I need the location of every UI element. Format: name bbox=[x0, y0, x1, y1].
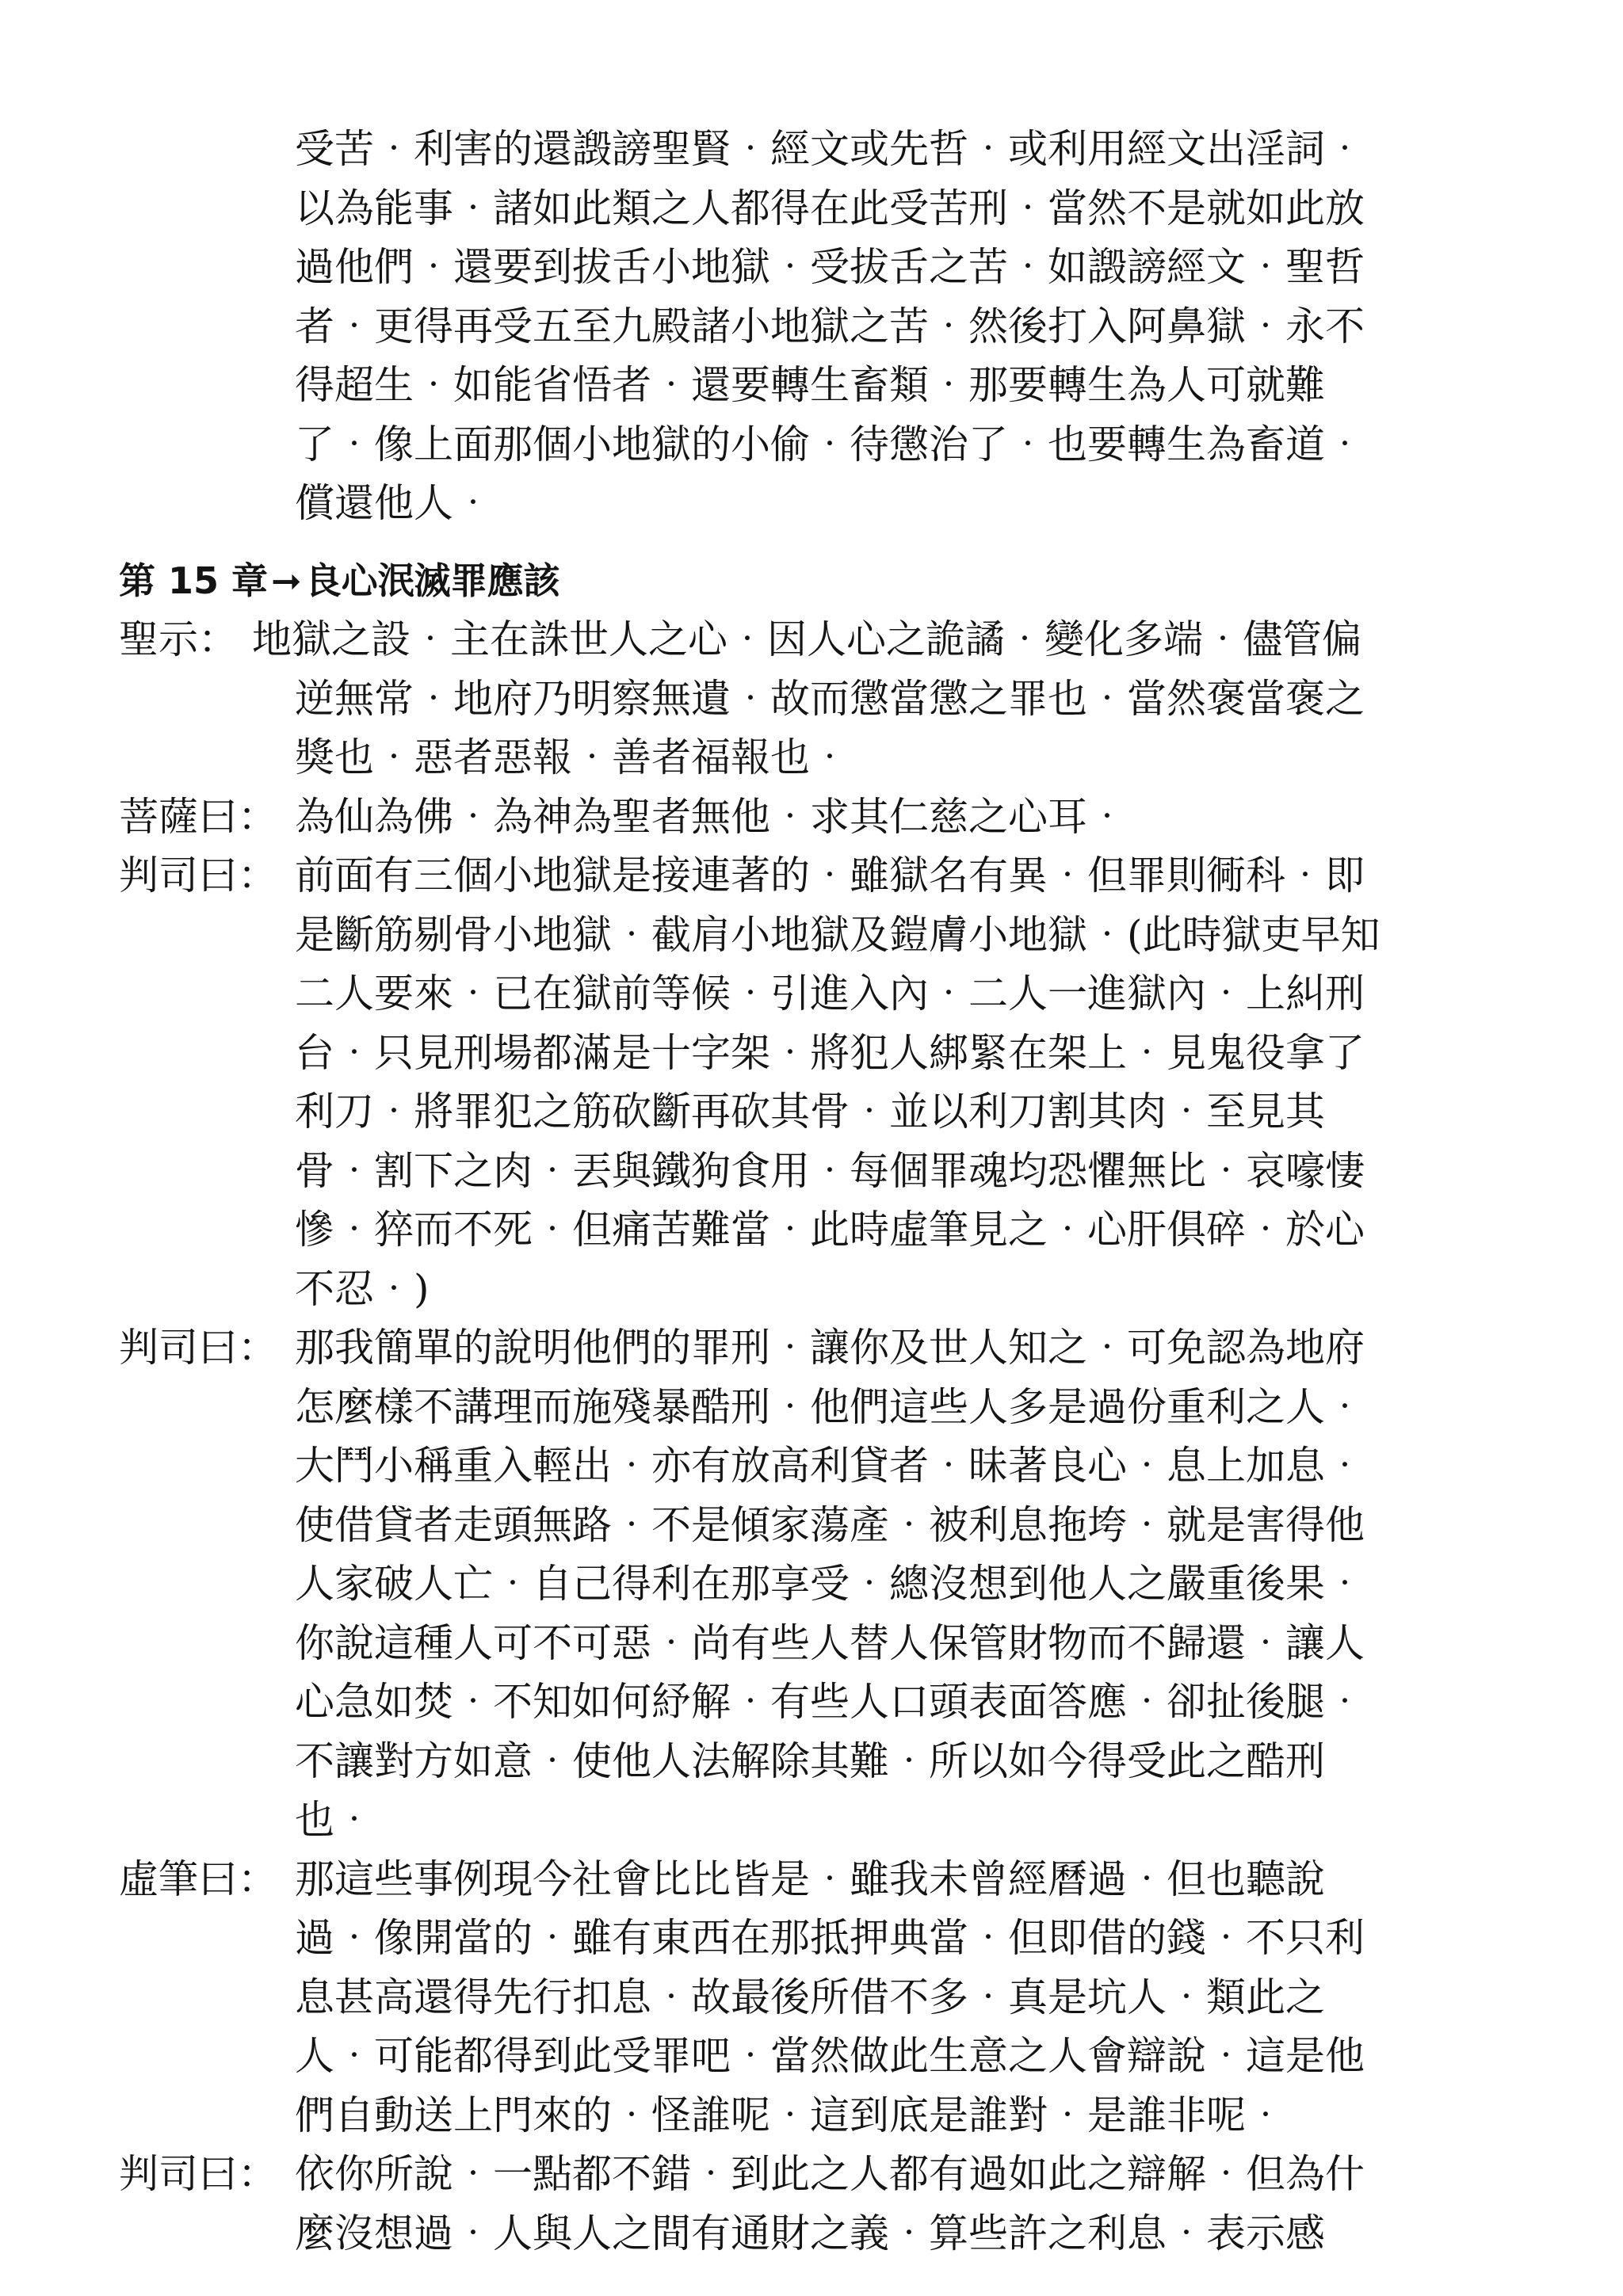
text-line: 也‧ bbox=[295, 1797, 374, 1843]
text-line: 慘‧猝而不死‧但痛苦難當‧此時虛筆見之‧心肝俱碎‧於心 bbox=[295, 1207, 1365, 1253]
text-line: 們自動送上門來的‧怪誰呢‧這到底是誰對‧是誰非呢‧ bbox=[295, 2092, 1285, 2138]
text-line: 了‧像上面那個小地獄的小偷‧待懲治了‧也要轉生為畜道‧ bbox=[295, 421, 1365, 467]
speaker-label: 虛筆曰： bbox=[119, 1856, 277, 1902]
text-line: 不忍‧) bbox=[295, 1266, 430, 1312]
text-line: 二人要來‧已在獄前等候‧引進入內‧二人一進獄內‧上糾刑 bbox=[295, 971, 1365, 1016]
text-line: 使借貸者走頭無路‧不是傾家蕩產‧被利息拖垮‧就是害得他 bbox=[295, 1502, 1365, 1548]
text-line: 利刀‧將罪犯之筋砍斷再砍其骨‧並以利刀割其肉‧至見其 bbox=[295, 1089, 1325, 1135]
text-line: 依你所說‧一點都不錯‧到此之人都有過如此之辯解‧但為什 bbox=[295, 2151, 1365, 2197]
text-line: 麼沒想過‧人與人之間有通財之義‧算些許之利息‧表示感 bbox=[295, 2210, 1325, 2256]
chapter-number: 第 15 章 bbox=[119, 559, 269, 602]
text-line: 人家破人亡‧自己得利在那享受‧總沒想到他人之嚴重後果‧ bbox=[295, 1561, 1365, 1607]
text-line: 你說這種人可不可惡‧尚有些人替人保管財物而不歸還‧讓人 bbox=[295, 1620, 1365, 1666]
text-line: 償還他人‧ bbox=[295, 480, 493, 526]
speaker-label: 判司曰： bbox=[119, 1325, 277, 1371]
text-line: 息甚高還得先行扣息‧故最後所借不多‧真是坑人‧類此之 bbox=[295, 1974, 1325, 2020]
speaker-label: 菩薩曰： bbox=[119, 794, 277, 840]
text-line: 得超生‧如能省悟者‧還要轉生畜類‧那要轉生為人可就難 bbox=[295, 362, 1325, 408]
text-line: 地獄之設‧主在誅世人之心‧因人心之詭譎‧變化多端‧儘管偏 bbox=[252, 616, 1361, 662]
text-line: 台‧只見刑場都滿是十字架‧將犯人綁緊在架上‧見鬼役拿了 bbox=[295, 1030, 1365, 1076]
text-line: 那我簡單的說明他們的罪刑‧讓你及世人知之‧可免認為地府 bbox=[295, 1325, 1365, 1371]
text-line: 前面有三個小地獄是接連著的‧雖獄名有異‧但罪則衕科‧即 bbox=[295, 852, 1365, 898]
text-line: 怎麼樣不講理而施殘暴酷刑‧他們這些人多是過份重利之人‧ bbox=[295, 1384, 1365, 1430]
text-line: 大鬥小稱重入輕出‧亦有放高利貸者‧昧著良心‧息上加息‧ bbox=[295, 1443, 1365, 1489]
text-line: 那這些事例現今社會比比皆是‧雖我未曾經曆過‧但也聽說 bbox=[295, 1856, 1325, 1902]
text-line: 心急如焚‧不知如何紓解‧有些人口頭表面答應‧卻扯後腿‧ bbox=[295, 1679, 1365, 1725]
text-line: 過‧像開當的‧雖有東西在那抵押典當‧但即借的錢‧不只利 bbox=[295, 1915, 1365, 1961]
text-line: 為仙為佛‧為神為聖者無他‧求其仁慈之心耳‧ bbox=[295, 794, 1127, 840]
speaker-label: 判司曰： bbox=[119, 852, 277, 898]
text-line: 不讓對方如意‧使他人法解除其難‧所以如今得受此之酷刑 bbox=[295, 1738, 1325, 1784]
text-line: 骨‧割下之肉‧丟與鐵狗食用‧每個罪魂均恐懼無比‧哀嚎悽 bbox=[295, 1148, 1365, 1194]
chapter-title: 良心泯滅罪應該 bbox=[304, 559, 560, 602]
text-line: 人‧可能都得到此受罪吧‧當然做此生意之人會辯說‧這是他 bbox=[295, 2033, 1365, 2079]
speaker-label: 聖示： bbox=[119, 616, 238, 662]
text-line: 獎也‧惡者惡報‧善者福報也‧ bbox=[295, 734, 850, 780]
arrow-icon: ➞ bbox=[271, 559, 302, 602]
text-line: 以為能事‧諸如此類之人都得在此受苦刑‧當然不是就如此放 bbox=[295, 185, 1365, 231]
text-line: 者‧更得再受五至九殿諸小地獄之苦‧然後打入阿鼻獄‧永不 bbox=[295, 303, 1365, 349]
chapter-heading bbox=[119, 557, 560, 605]
text-line: 逆無常‧地府乃明察無遺‧故而懲當懲之罪也‧當然褒當褒之 bbox=[295, 676, 1365, 722]
speaker-label: 判司曰： bbox=[119, 2151, 277, 2197]
text-line: 是斷筋剔骨小地獄‧截肩小地獄及鎧膚小地獄‧(此時獄吏早知 bbox=[295, 912, 1381, 958]
text-line: 過他們‧還要到拔舌小地獄‧受拔舌之苦‧如譭謗經文‧聖哲 bbox=[295, 244, 1365, 290]
text-line: 受苦‧利害的還譭謗聖賢‧經文或先哲‧或利用經文出淫詞‧ bbox=[295, 126, 1365, 172]
